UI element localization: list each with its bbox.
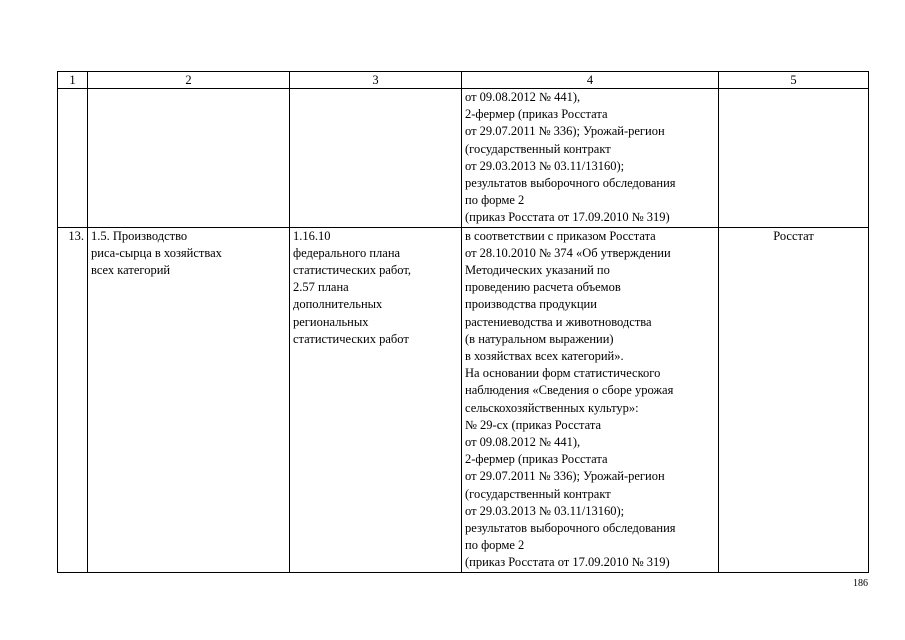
text-line: 1.5. Производство bbox=[91, 228, 188, 243]
text-line: 2.57 плана bbox=[293, 280, 349, 295]
page-number: 186 bbox=[853, 578, 868, 589]
text-line: (в натуральном выражении) bbox=[465, 331, 614, 346]
cell-indicator bbox=[88, 227, 290, 572]
text-line: от 29.07.2011 № 336); Урожай-регион bbox=[465, 469, 665, 484]
text-line: дополнительных bbox=[293, 297, 383, 312]
text-line: проведению расчета объемов bbox=[465, 280, 621, 295]
cell-number bbox=[58, 89, 88, 228]
cell-number: 13. bbox=[58, 227, 88, 572]
text-line: статистических работ bbox=[293, 331, 409, 346]
text-line: в соответствии с приказом Росстата bbox=[465, 228, 656, 243]
header-cell: 3 bbox=[290, 72, 462, 89]
text-line: результатов выборочного обследования bbox=[465, 521, 676, 536]
cell-responsible: Росстат bbox=[719, 227, 869, 572]
text-line: федерального плана bbox=[293, 245, 401, 260]
text-line: всех категорий bbox=[91, 263, 171, 278]
table-header-row bbox=[58, 72, 869, 89]
text-line: производства продукции bbox=[465, 297, 597, 312]
header-cell: 2 bbox=[88, 72, 290, 89]
text-line: риса-сырца в хозяйствах bbox=[91, 245, 222, 260]
text-line: от 29.07.2011 № 336); Урожай-регион bbox=[465, 124, 665, 139]
text-line: (приказ Росстата от 17.09.2010 № 319) bbox=[465, 555, 670, 570]
header-cell: 1 bbox=[58, 72, 88, 89]
text-line: региональных bbox=[293, 314, 369, 329]
text-line: от 28.10.2010 № 374 «Об утверждении bbox=[465, 245, 671, 260]
cell-indicator bbox=[88, 89, 290, 228]
cell-methodology bbox=[462, 227, 719, 572]
header-cell: 4 bbox=[462, 72, 719, 89]
cell-methodology bbox=[462, 89, 719, 228]
text-line: сельскохозяйственных культур»: bbox=[465, 400, 639, 415]
text-line: от 29.03.2013 № 03.11/13160); bbox=[465, 158, 625, 173]
text-line: Методических указаний по bbox=[465, 263, 610, 278]
cell-plan-item bbox=[290, 227, 462, 572]
cell-plan-item bbox=[290, 89, 462, 228]
text-line: № 29-сх (приказ Росстата bbox=[465, 417, 602, 432]
text-line: растениеводства и животноводства bbox=[465, 314, 652, 329]
text-line: по форме 2 bbox=[465, 538, 525, 553]
text-line: от 09.08.2012 № 441), bbox=[465, 435, 581, 450]
text-line: наблюдения «Сведения о сборе урожая bbox=[465, 383, 674, 398]
table-row-continuation bbox=[58, 89, 869, 228]
text-line: от 09.08.2012 № 441), bbox=[465, 90, 581, 104]
text-line: в хозяйствах всех категорий». bbox=[465, 349, 624, 364]
text-line: статистических работ, bbox=[293, 263, 411, 278]
text-line: (приказ Росстата от 17.09.2010 № 319) bbox=[465, 210, 670, 225]
cell-responsible bbox=[719, 89, 869, 228]
header-cell: 5 bbox=[719, 72, 869, 89]
text-line: 2-фермер (приказ Росстата bbox=[465, 452, 608, 467]
text-line: результатов выборочного обследования bbox=[465, 176, 676, 191]
text-line: от 29.03.2013 № 03.11/13160); bbox=[465, 503, 625, 518]
text-line: (государственный контракт bbox=[465, 141, 611, 156]
statistics-table bbox=[57, 71, 869, 573]
text-line: по форме 2 bbox=[465, 193, 525, 208]
text-line: (государственный контракт bbox=[465, 486, 611, 501]
table-row-13 bbox=[58, 227, 869, 572]
text-line: 1.16.10 bbox=[293, 228, 331, 243]
text-line: На основании форм статистического bbox=[465, 366, 661, 381]
text-line: 2-фермер (приказ Росстата bbox=[465, 107, 608, 122]
